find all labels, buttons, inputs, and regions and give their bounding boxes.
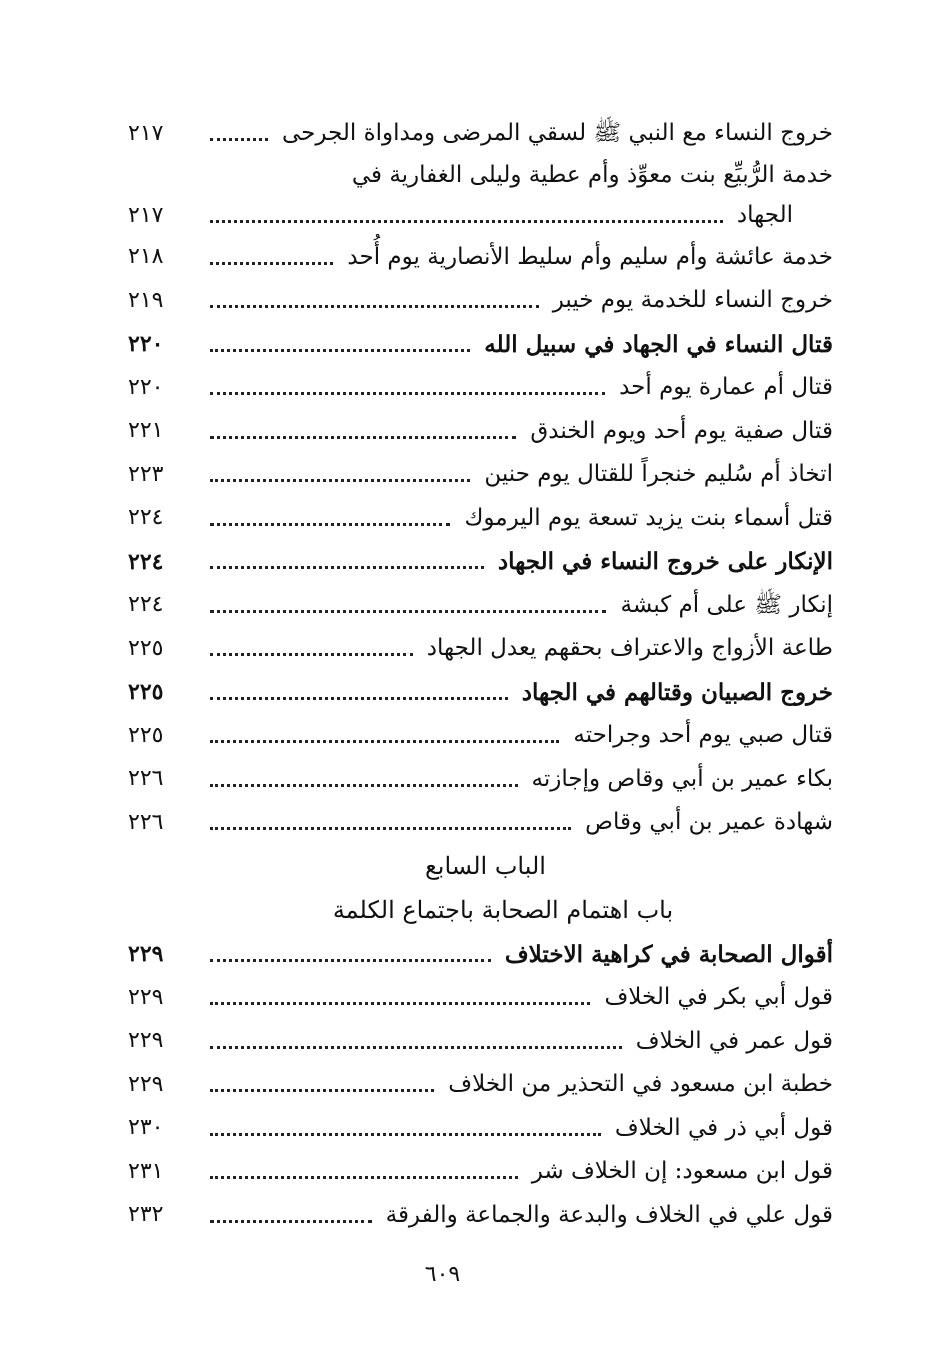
toc-entry-title: خطبة ابن مسعود في التحذير من الخلاف	[448, 1071, 833, 1098]
toc-list-top	[128, 112, 833, 845]
toc-page-number: ٢٣١	[128, 1158, 164, 1184]
toc-section-row	[128, 323, 833, 367]
toc-section-row	[128, 540, 833, 584]
toc-entry-title: قتال صفية يوم أحد ويوم الخندق	[530, 417, 833, 444]
toc-page-number: ٢٢٩	[128, 1071, 164, 1097]
toc-entry-title: قتال صبي يوم أحد وجراحته	[573, 722, 833, 749]
toc-page-number: ٢٣٠	[128, 1115, 164, 1141]
toc-page-number: ٢٢٩	[128, 1028, 164, 1054]
toc-page-number: ٢٢٥	[128, 635, 164, 661]
toc-section-row	[128, 933, 833, 977]
toc-entry-title: طاعة الأزواج والاعتراف بحقهم يعدل الجهاد	[426, 635, 833, 662]
dot-leader	[210, 784, 518, 787]
dot-leader	[210, 653, 413, 656]
toc-entry-row	[128, 453, 833, 497]
toc-page-number: ٢٢٤	[128, 592, 164, 618]
dot-leader	[210, 827, 571, 830]
toc-entry-title: قول علي في الخلاف والبدعة والجماعة والفرقة	[385, 1201, 833, 1228]
dot-leader	[210, 1046, 622, 1049]
chapter-heading: الباب السابع	[425, 851, 546, 880]
dot-leader	[210, 740, 559, 743]
toc-entry-title: خروج النساء للخدمة يوم خيبر	[552, 287, 833, 314]
toc-page-number: ٢٢١	[128, 418, 164, 444]
toc-page-number: ٢٢٤	[128, 505, 164, 531]
toc-entry-row	[128, 410, 833, 454]
dot-leader	[210, 436, 516, 439]
dot-leader	[210, 1002, 590, 1005]
toc-page-number: ٢٢٤	[128, 548, 164, 575]
toc-entry-title: خروج النساء مع النبي ﷺ لسقي المرضى ومداواة الجرحى	[281, 120, 833, 147]
toc-page-number: ٢٢٠	[128, 331, 164, 358]
dot-leader	[210, 610, 606, 613]
dot-leader	[210, 392, 605, 395]
toc-list-bottom	[128, 933, 833, 1238]
dot-leader	[210, 479, 470, 482]
toc-page-number: ٢٢٦	[128, 809, 164, 835]
dot-leader	[210, 1220, 372, 1223]
toc-entry-row	[128, 112, 833, 156]
toc-entry-title: إنكار ﷺ على أم كبشة	[620, 591, 833, 618]
dot-leader	[210, 697, 508, 700]
toc-page-number: ٢٢٥	[128, 679, 164, 706]
toc-page-number: ٢١٩	[128, 287, 164, 313]
chapter-subtitle: باب اهتمام الصحابة باجتماع الكلمة	[332, 895, 674, 924]
toc-entry-row	[128, 1107, 833, 1151]
toc-page-number: ٢١٧	[128, 120, 164, 146]
toc-page-number: ٢٢٠	[128, 374, 164, 400]
toc-entry-title: خدمة الرُّبيِّع بنت معوِّذ وأم عطية وليلى الغفارية في	[351, 162, 833, 188]
toc-entry-row	[128, 279, 833, 323]
toc-entry-title: أقوال الصحابة في كراهية الاختلاف	[504, 940, 833, 968]
toc-page-number: ٢٣٢	[128, 1202, 164, 1228]
toc-entry-title: قتال النساء في الجهاد في سبيل الله	[484, 330, 833, 358]
toc-entry-title: قول أبي ذر في الخلاف	[614, 1114, 833, 1141]
toc-entry-row	[128, 1194, 833, 1238]
toc-entry-row	[128, 236, 833, 280]
dot-leader	[210, 1176, 518, 1179]
dot-leader	[210, 959, 491, 962]
dot-leader	[210, 220, 723, 223]
toc-page-number: ٢٢٥	[128, 722, 164, 748]
toc-entry-row	[128, 627, 833, 671]
toc-entry-title: قول أبي بكر في الخلاف	[604, 984, 833, 1011]
toc-entry-title: قول ابن مسعود: إن الخلاف شر	[531, 1158, 833, 1185]
toc-entry-row	[128, 758, 833, 802]
toc-entry-row	[128, 584, 833, 628]
toc-entry-title: بكاء عمير بن أبي وقاص وإجازته	[531, 765, 833, 792]
toc-entry-title: خروج الصبيان وقتالهم في الجهاد	[521, 678, 833, 706]
dot-leader	[210, 1133, 601, 1136]
toc-page-number: ٢١٧	[128, 202, 164, 228]
toc-entry-title: اتخاذ أم سُليم خنجراً للقتال يوم حنين	[484, 461, 833, 488]
toc-section-row	[128, 671, 833, 715]
toc-entry-title: قتل أسماء بنت يزيد تسعة يوم اليرموك	[464, 504, 833, 531]
toc-entry-title: شهادة عمير بن أبي وقاص	[585, 809, 833, 836]
page-number-footer	[0, 1262, 925, 1287]
toc-entry-row	[128, 497, 833, 541]
toc-entry-row	[128, 1020, 833, 1064]
dot-leader	[210, 349, 470, 352]
dot-leader	[210, 305, 539, 308]
toc-entry-title: قتال أم عمارة يوم أحد	[619, 374, 833, 401]
toc-entry-row	[128, 1063, 833, 1107]
toc-entry-title: الجهاد	[736, 202, 793, 228]
toc-page-number: ٢٢٩	[128, 984, 164, 1010]
table-of-contents	[128, 112, 833, 1237]
toc-entry-row	[128, 196, 833, 236]
dot-leader	[210, 523, 450, 526]
toc-entry-row	[128, 714, 833, 758]
toc-entry-row	[128, 156, 833, 196]
toc-entry-row	[128, 1150, 833, 1194]
toc-entry-row	[128, 366, 833, 410]
toc-entry-row	[128, 801, 833, 845]
toc-page-number: ٢٢٩	[128, 941, 164, 968]
toc-entry-title: الإنكار على خروج النساء في الجهاد	[497, 548, 833, 576]
dot-leader	[210, 262, 333, 265]
dot-leader	[210, 1089, 434, 1092]
dot-leader	[210, 138, 268, 141]
folio-number: ٦٠٩	[424, 1262, 461, 1287]
toc-entry-title: قول عمر في الخلاف	[635, 1027, 833, 1054]
dot-leader	[210, 566, 484, 569]
toc-page-number: ٢١٨	[128, 244, 164, 270]
toc-entry-title: خدمة عائشة وأم سليم وأم سليط الأنصارية يوم أُحد	[347, 243, 833, 270]
toc-page-number: ٢٢٦	[128, 766, 164, 792]
toc-entry-row	[128, 976, 833, 1020]
toc-page-number: ٢٢٣	[128, 461, 164, 487]
